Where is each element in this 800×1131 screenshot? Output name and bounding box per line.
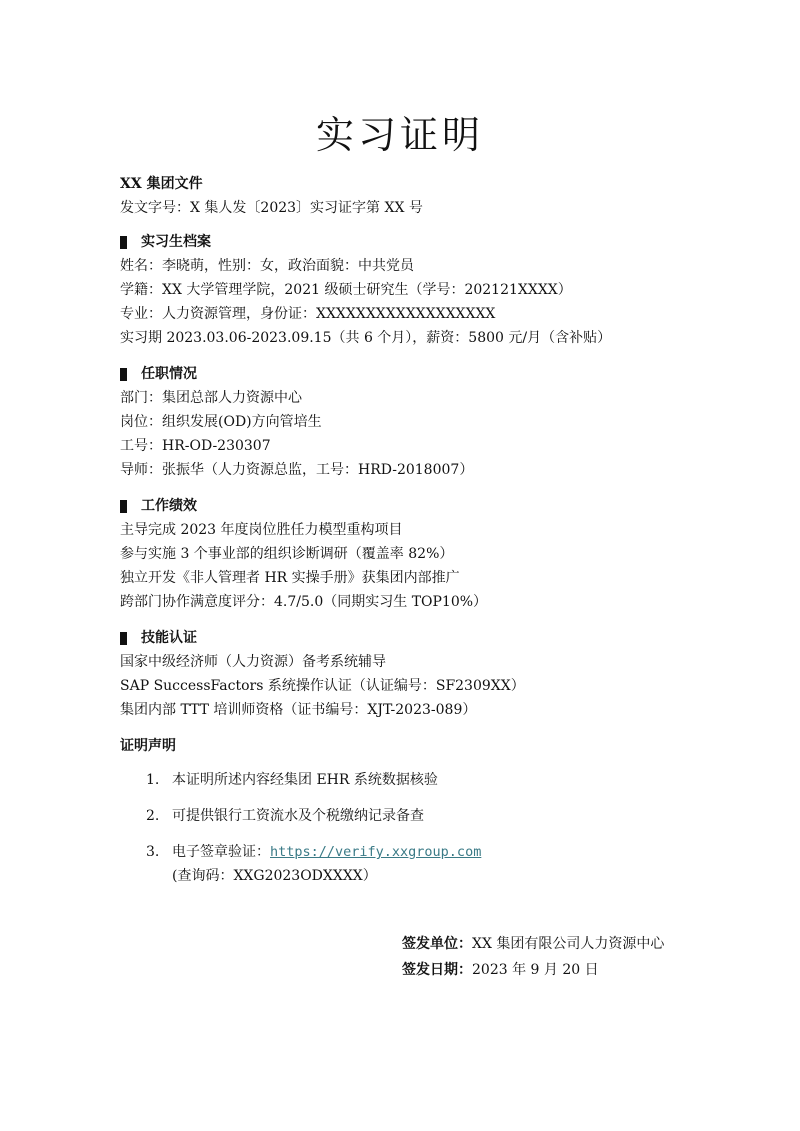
performance-line: 主导完成 2023 年度岗位胜任力模型重构项目 bbox=[120, 522, 403, 538]
query-code: (查询码：XXG2023ODXXXX） bbox=[172, 868, 377, 884]
section-heading-label: 任职情况 bbox=[141, 366, 197, 382]
profile-line: 姓名：李晓萌，性别：女，政治面貌：中共党员 bbox=[120, 258, 414, 274]
document-title: 实习证明 bbox=[315, 113, 484, 157]
doc-number: 发文字号：X 集人发〔2023〕实习证字第 XX 号 bbox=[120, 200, 423, 216]
position-line: 部门：集团总部人力资源中心 bbox=[120, 390, 302, 406]
org-file-label: XX 集团文件 bbox=[120, 176, 203, 192]
signature-block bbox=[402, 931, 762, 983]
performance-line: 跨部门协作满意度评分：4.7/5.0（同期实习生 TOP10%） bbox=[120, 594, 488, 610]
section-heading-skills bbox=[120, 626, 740, 650]
section-performance bbox=[120, 494, 740, 614]
section-heading-profile bbox=[120, 230, 740, 254]
section-marker-icon bbox=[120, 368, 127, 381]
declaration-item-text: 本证明所述内容经集团 EHR 系统数据核验 bbox=[172, 772, 438, 788]
skills-line: 集团内部 TTT 培训师资格（证书编号：XJT-2023-089） bbox=[120, 702, 477, 718]
declaration-item-text: 可提供银行工资流水及个税缴纳记录备查 bbox=[172, 808, 424, 824]
section-heading-label: 技能认证 bbox=[141, 630, 197, 646]
date-value: 2023 年 9 月 20 日 bbox=[472, 962, 599, 978]
date-label: 签发日期： bbox=[402, 962, 472, 978]
issuer-label: 签发单位： bbox=[402, 936, 472, 952]
position-line: 工号：HR-OD-230307 bbox=[120, 438, 271, 454]
position-line: 导师：张振华（人力资源总监，工号：HRD-2018007） bbox=[120, 462, 474, 478]
profile-line: 实习期 2023.03.06-2023.09.15（共 6 个月），薪资：5800 元/月（含补贴） bbox=[120, 330, 612, 346]
date-line bbox=[402, 957, 762, 983]
declaration-item bbox=[146, 840, 481, 888]
profile-line: 专业：人力资源管理，身份证：XXXXXXXXXXXXXXXXXX bbox=[120, 306, 496, 322]
performance-line: 参与实施 3 个事业部的组织诊断调研（覆盖率 82%） bbox=[120, 546, 454, 562]
declaration-item bbox=[146, 804, 424, 828]
declaration-item-number: 3. bbox=[146, 844, 160, 860]
declaration-item-number: 2. bbox=[146, 808, 160, 824]
issuer-value: XX 集团有限公司人力资源中心 bbox=[472, 936, 665, 952]
header-block bbox=[120, 172, 740, 220]
section-position bbox=[120, 362, 740, 482]
declaration-item-number: 1. bbox=[146, 772, 160, 788]
skills-line: 国家中级经济师（人力资源）备考系统辅导 bbox=[120, 654, 386, 670]
section-heading-performance bbox=[120, 494, 740, 518]
section-skills bbox=[120, 626, 740, 722]
profile-line: 学籍：XX 大学管理学院，2021 级硕士研究生（学号：202121XXXX） bbox=[120, 282, 572, 298]
section-marker-icon bbox=[120, 632, 127, 645]
declaration-item bbox=[146, 768, 438, 792]
performance-line: 独立开发《非人管理者 HR 实操手册》获集团内部推广 bbox=[120, 570, 460, 586]
position-line: 岗位：组织发展(OD)方向管培生 bbox=[120, 414, 322, 430]
section-heading-position bbox=[120, 362, 740, 386]
verify-link[interactable]: https://verify.xxgroup.com bbox=[270, 844, 482, 860]
section-marker-icon bbox=[120, 500, 127, 513]
declaration-heading: 证明声明 bbox=[120, 738, 176, 754]
section-marker-icon bbox=[120, 236, 127, 249]
section-profile bbox=[120, 230, 740, 350]
skills-line: SAP SuccessFactors 系统操作认证（认证编号：SF2309XX） bbox=[120, 678, 525, 694]
declaration-item-text: 电子签章验证： bbox=[172, 844, 270, 860]
section-heading-label: 工作绩效 bbox=[141, 498, 197, 514]
section-heading-label: 实习生档案 bbox=[141, 234, 211, 250]
issuer-line bbox=[402, 931, 762, 957]
declaration-heading-block bbox=[120, 734, 740, 758]
